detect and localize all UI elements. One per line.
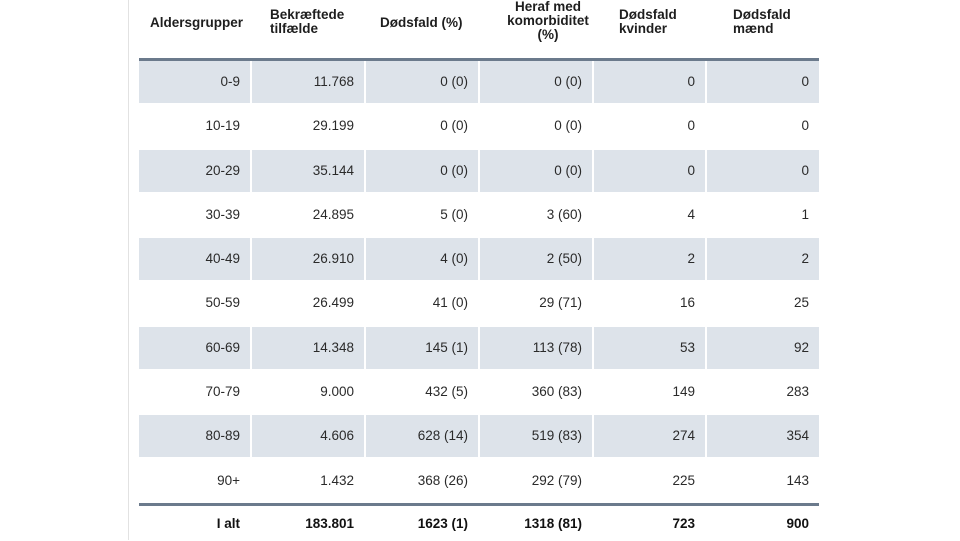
cell-deaths-pct: 368 (26): [417, 472, 468, 488]
cell-deaths-pct: 0 (0): [440, 118, 468, 134]
cell-comorbidity-pct: 2 (50): [480, 238, 592, 280]
header-bekraeftede-tilfaelde: Bekræftede tilfælde: [270, 7, 345, 36]
cell-comorbidity-pct: 29 (71): [539, 295, 582, 311]
cell-confirmed-cases: 24.895: [312, 206, 354, 222]
cell-deaths-women: 0: [594, 150, 705, 192]
cell-deaths-men: 354: [707, 415, 819, 457]
table-row: [139, 327, 819, 371]
cell-age-group: 40-49: [139, 238, 250, 280]
total-row: [139, 507, 819, 540]
table-row: [139, 415, 819, 459]
cell-age-group: 20-29: [139, 150, 250, 192]
cell-confirmed-cases: 9.000: [320, 384, 354, 400]
cell-deaths-women: 274: [594, 415, 705, 457]
total-deaths-women: 723: [672, 516, 695, 531]
header-heraf-komorbiditet: Heraf med komorbiditet (%): [507, 0, 589, 42]
cell-deaths-women: 0: [687, 118, 695, 134]
cell-deaths-women: 225: [672, 472, 695, 488]
cell-confirmed-cases: 26.910: [252, 238, 364, 280]
cell-age-group: 90+: [217, 472, 240, 488]
cell-deaths-women: 4: [687, 206, 695, 222]
cell-age-group: 50-59: [205, 295, 240, 311]
cell-deaths-pct: 628 (14): [366, 415, 478, 457]
header-aldersgrupper: Aldersgrupper: [150, 15, 244, 30]
cell-age-group: 60-69: [139, 327, 250, 369]
cell-deaths-men: 2: [707, 238, 819, 280]
table-row: [139, 194, 819, 238]
cell-age-group: 70-79: [205, 384, 240, 400]
cell-age-group: 10-19: [205, 118, 240, 134]
total-confirmed-cases: 183.801: [305, 516, 354, 531]
total-rule: [139, 503, 819, 506]
cell-comorbidity-pct: 292 (79): [531, 472, 582, 488]
total-comorbidity-pct: 1318 (81): [524, 516, 582, 531]
cell-deaths-men: 0: [707, 61, 819, 103]
table-row: [139, 61, 819, 105]
total-deaths-pct: 1623 (1): [417, 516, 468, 531]
cell-deaths-pct: 432 (5): [425, 384, 468, 400]
header-doedsfald-kvinder: Dødsfald kvinder: [619, 7, 677, 36]
cell-deaths-men: 25: [793, 295, 809, 311]
cell-deaths-men: 283: [786, 384, 809, 400]
cell-age-group: 30-39: [205, 206, 240, 222]
cell-comorbidity-pct: 0 (0): [554, 118, 582, 134]
header-doedsfald-maend: Dødsfald mænd: [733, 7, 791, 36]
cell-deaths-men: 0: [801, 118, 809, 134]
cell-age-group: 80-89: [139, 415, 250, 457]
cell-age-group: 0-9: [139, 61, 250, 103]
page-left-margin: [0, 0, 129, 540]
cell-deaths-women: 16: [679, 295, 695, 311]
cell-comorbidity-pct: 0 (0): [480, 150, 592, 192]
cell-comorbidity-pct: 113 (78): [480, 327, 592, 369]
total-age-group: I alt: [216, 516, 240, 531]
cell-deaths-pct: 0 (0): [366, 150, 478, 192]
cell-confirmed-cases: 26.499: [312, 295, 354, 311]
table-row: [139, 282, 819, 326]
table-body: [139, 61, 819, 504]
cell-confirmed-cases: 29.199: [312, 118, 354, 134]
cell-confirmed-cases: 4.606: [252, 415, 364, 457]
cell-deaths-pct: 5 (0): [440, 206, 468, 222]
cell-confirmed-cases: 11.768: [252, 61, 364, 103]
cell-comorbidity-pct: 360 (83): [531, 384, 582, 400]
total-deaths-men: 900: [786, 516, 809, 531]
cell-deaths-men: 143: [786, 472, 809, 488]
table-row: [139, 105, 819, 149]
cell-deaths-women: 0: [594, 61, 705, 103]
cell-deaths-pct: 4 (0): [366, 238, 478, 280]
cell-deaths-pct: 0 (0): [366, 61, 478, 103]
cell-deaths-pct: 145 (1): [366, 327, 478, 369]
cell-deaths-men: 0: [707, 150, 819, 192]
cell-deaths-women: 149: [672, 384, 695, 400]
table-row: [139, 460, 819, 504]
table-row: [139, 238, 819, 282]
cell-confirmed-cases: 1.432: [320, 472, 354, 488]
cell-comorbidity-pct: 519 (83): [480, 415, 592, 457]
cell-comorbidity-pct: 3 (60): [546, 206, 582, 222]
cell-deaths-women: 53: [594, 327, 705, 369]
table-row: [139, 150, 819, 194]
cell-deaths-pct: 41 (0): [432, 295, 468, 311]
cell-deaths-men: 92: [707, 327, 819, 369]
cell-confirmed-cases: 14.348: [252, 327, 364, 369]
cell-confirmed-cases: 35.144: [252, 150, 364, 192]
cell-comorbidity-pct: 0 (0): [480, 61, 592, 103]
cell-deaths-women: 2: [594, 238, 705, 280]
cell-deaths-men: 1: [801, 206, 809, 222]
table-row: [139, 371, 819, 415]
table-header: [139, 0, 819, 58]
header-doedsfald-pct: Dødsfald (%): [380, 15, 463, 30]
